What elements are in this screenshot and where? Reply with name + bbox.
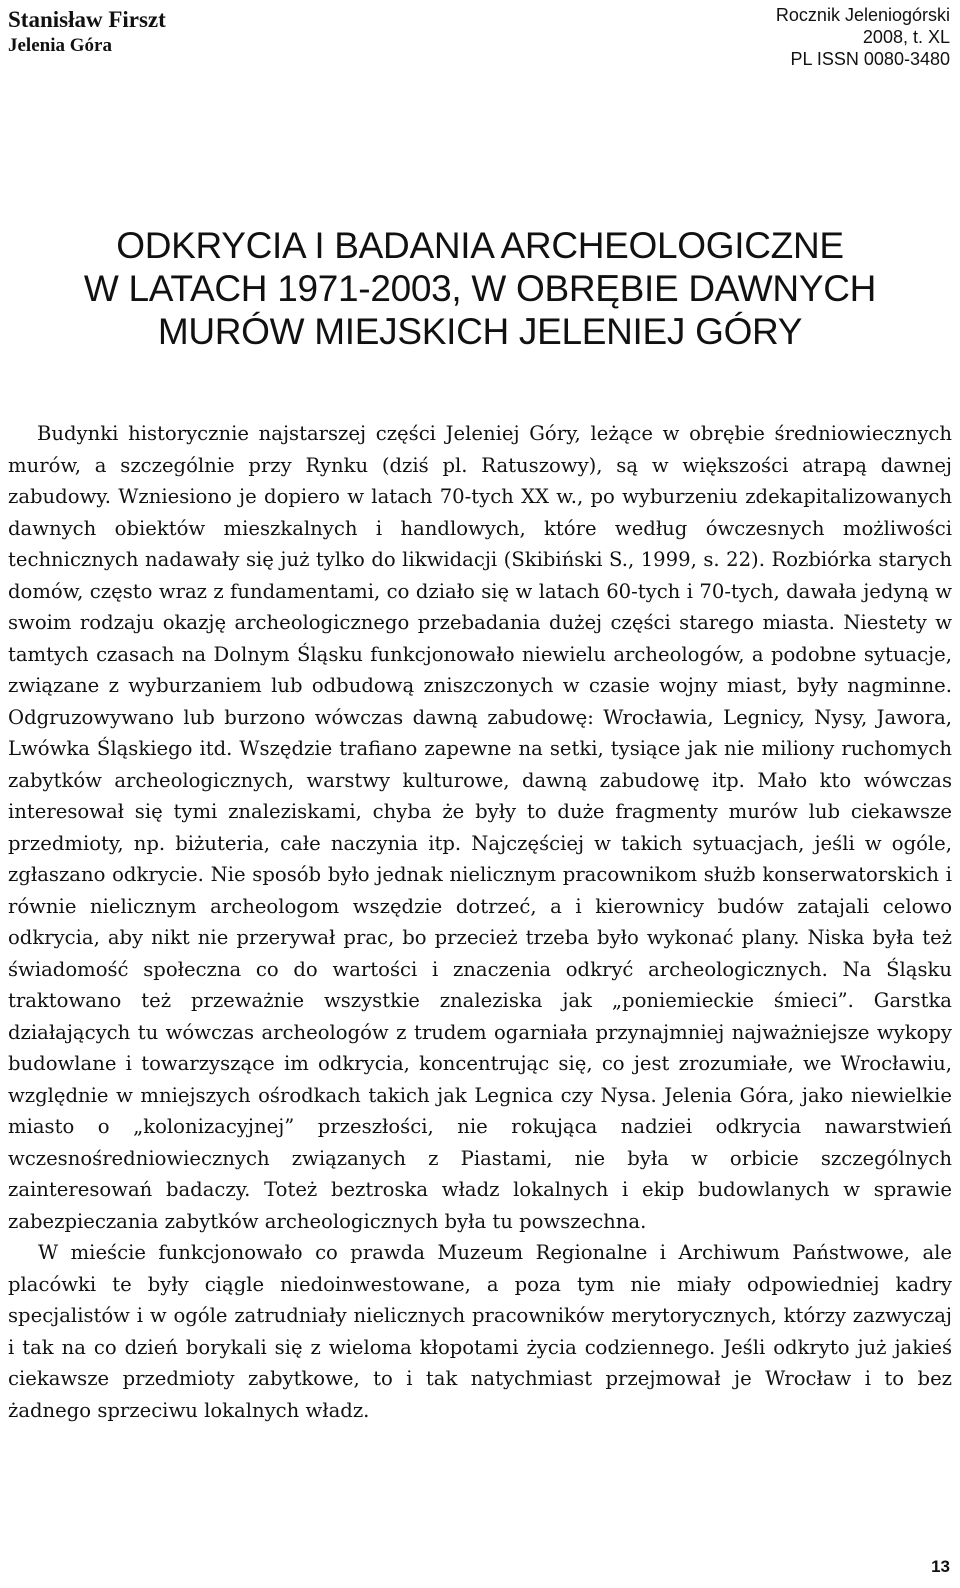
article-title [0,224,960,353]
title-line-3: MURÓW MIEJSKICH JELENIEJ GÓRY [157,311,803,352]
journal-issn: PL ISSN 0080-3480 [790,49,950,69]
journal-name: Rocznik Jeleniogórski [775,5,950,25]
journal-info [776,4,950,70]
body-paragraph-2: W mieście funkcjonowało co prawda Muzeum Regionalne i Archiwum Państwowe, ale placówki te były ciągle niedoinwestowane, a poza tym nie miały odpowiedniej kadry specjalistów i w ogóle zatrudniały nielicznych pracowników merytorycznych, którzy zazwyczaj i tak na co dzień borykali się z wieloma kłopotami życia codziennego. Jeśli odkryto już jakieś ciekawsze przedmioty zabytkowe, to i tak natychmiast przejmował je Wrocław i to bez żadnego sprzeciwu lokalnych władz. [8,1241,952,1422]
article-body [8,418,952,1426]
author-block [8,6,166,58]
author-city: Jelenia Góra [8,35,112,56]
title-line-1: ODKRYCIA I BADANIA ARCHEOLOGICZNE [116,225,844,266]
journal-volume: 2008, t. XL [862,27,950,47]
title-line-2: W LATACH 1971-2003, W OBRĘBIE DAWNYCH [83,268,877,309]
author-name: Stanisław Firszt [8,7,166,32]
page-number: 13 [931,1557,950,1576]
body-paragraph-1: Budynki historycznie najstarszej części Jeleniej Góry, leżące w obrębie średniowiecznych murów, a szczególnie przy Rynku (dziś pl. Ratuszowy), są w większości atrapą dawnej zabudowy. Wzniesiono je dopiero w latach 70-tych XX w., po wyburzeniu zdekapitalizowanych dawnych obiektów mieszkalnych i handlowych, które według ówczesnych możliwości technicznych nadawały się już tylko do likwidacji (Skibiński S., 1999, s. 22). Rozbiórka starych domów, często wraz z fundamentami, co działo się w latach 60-tych i 70-tych, dawała jedyną w swoim rodzaju okazję archeologicznego przebadania dużej części starego miasta. Niestety w tamtych czasach na Dolnym Śląsku funkcjonowało niewielu archeologów, a podobne sytuacje, związane z wyburzaniem lub odbudową zniszczonych w czasie wojny miast, były nagminne. Odgruzowywano lub burzono wówczas dawną zabudowę: Wrocławia, Legnicy, Nysy, Jawora, Lwówka Śląskiego itd. Wszędzie trafiano zapewne na setki, tysiące jak nie miliony ruchomych zabytków archeologicznych, warstwy kulturowe, dawną zabudowę itp. Mało kto wówczas interesował się tymi znaleziskami, chyba że były to duże fragmenty murów lub ciekawsze przedmioty, np. biżuteria, całe naczynia itp. Najczęściej w takich sytuacjach, jeśli w ogóle, zgłaszano odkrycie. Nie sposób było jednak nielicznym pracownikom służb konserwatorskich i równie nielicznym archeologom wszędzie dotrzeć, a i kierownicy budów zatajali celowo odkrycia, aby nikt nie przerywał prac, bo przecież trzeba było wykonać plany. Niska była też świadomość społeczna co do wartości i znaczenia odkryć archeologicznych. Na Śląsku traktowano też przeważnie wszystkie znaleziska jak „poniemieckie śmieci”. Garstka działających tu wówczas archeologów z trudem ogarniała przynajmniej najważniejsze wykopy budowlane i towarzyszące im odkrycia, koncentrując się, co jest zrozumiałe, we Wrocławiu, względnie w mniejszych ośrodkach takich jak Legnica czy Nysa. Jelenia Góra, jako niewielkie miasto o „kolonizacyjnej” przeszłości, nie rokująca nadziei odkrycia nawarstwień wczesnośredniowiecznych związanych z Piastami, nie była w orbicie szczególnych zainteresowań badaczy. Toteż beztroska władz lokalnych i ekip budowlanych w sprawie zabezpieczania zabytków archeologicznych była tu powszechna. [8,422,952,1233]
